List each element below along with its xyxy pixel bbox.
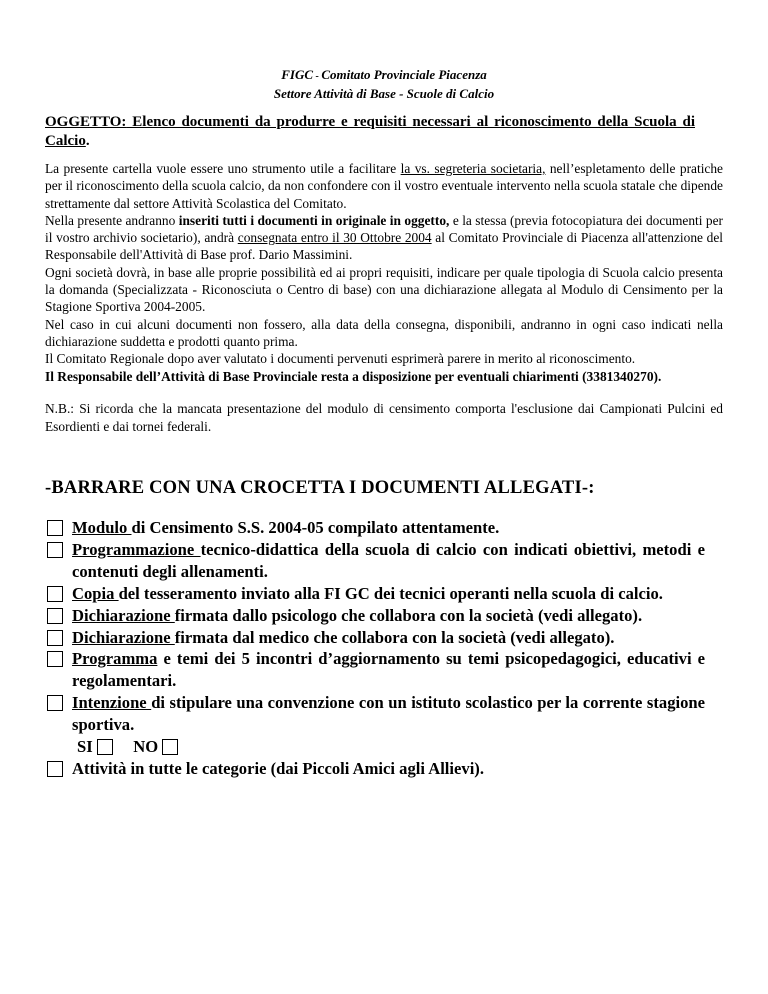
paragraph-4: Nel caso in cui alcuni documenti non fossero, alla data della consegna, disponibili, andranno in ogni caso indicati nella dichiarazione suddetta e prodotti quanto prima. <box>45 316 723 349</box>
header-committee: Comitato Provinciale Piacenza <box>321 67 487 82</box>
checklist-item-programma: Programma e temi dei 5 incontri d’aggiornamento su temi psicopedagogici, educativi e regolamentari. <box>45 648 705 692</box>
si-label: SI <box>77 737 93 757</box>
checkbox[interactable] <box>47 761 63 777</box>
checklist-item-attivita: Attività in tutte le categorie (dai Piccoli Amici agli Allievi). <box>45 758 705 780</box>
header-organization <box>0 65 768 86</box>
subject-label: OGGETTO: <box>45 114 127 130</box>
si-no-choice <box>45 736 705 758</box>
no-checkbox[interactable] <box>162 739 178 755</box>
document-checklist <box>45 517 705 780</box>
checklist-item-modulo: Modulo di Censimento S.S. 2004-05 compilato attentamente. <box>45 517 705 539</box>
header-figc: FIGC <box>281 67 314 82</box>
checklist-item-programmazione: Programmazione tecnico-didattica della scuola di calcio con indicati obiettivi, metodi e contenuti degli allenamenti. <box>45 539 705 583</box>
paragraph-3: Ogni società dovrà, in base alle proprie possibilità ed ai propri requisiti, indicare per quale tipologia di Scuola calcio presenta la domanda (Specializzata - Riconosciuta o Centro di base) con una dichiarazione allegata al Modulo di Censimento per la Stagione Sportiva 2004-2005. <box>45 264 723 315</box>
header-separator: - <box>313 71 322 82</box>
checkbox[interactable] <box>47 542 63 558</box>
nota-bene: N.B.: Si ricorda che la mancata presentazione del modulo di censimento comporta l'esclusione dai Campionati Pulcini ed Esordienti e dai tornei federali. <box>45 401 723 434</box>
checklist-item-dichiarazione-psicologo: Dichiarazione firmata dallo psicologo che collabora con la società (vedi allegato). <box>45 605 705 627</box>
checkbox[interactable] <box>47 520 63 536</box>
no-label: NO <box>133 737 159 757</box>
checklist-item-intenzione: Intenzione di stipulare una convenzione con un istituto scolastico per la corrente stagione sportiva. <box>45 692 705 736</box>
checklist-item-copia: Copia del tesseramento inviato alla FI GC dei tecnici operanti nella scuola di calcio. <box>45 583 705 605</box>
checkbox[interactable] <box>47 586 63 602</box>
checkbox[interactable] <box>47 630 63 646</box>
checkbox[interactable] <box>47 695 63 711</box>
header-sector: Settore Attività di Base - Scuole di Calcio <box>273 86 495 101</box>
checklist-item-dichiarazione-medico: Dichiarazione firmata dal medico che collabora con la società (vedi allegato). <box>45 627 705 649</box>
checkbox[interactable] <box>47 651 63 667</box>
section-title: -BARRARE CON UNA CROCETTA I DOCUMENTI ALLEGATI-: <box>45 478 595 498</box>
paragraph-5: Il Comitato Regionale dopo aver valutato i documenti pervenuti esprimerà parere in merito al riconoscimento. <box>45 351 636 367</box>
paragraph-1: La presente cartella vuole essere uno strumento utile a facilitare la vs. segreteria societaria, nell’espletamento delle pratiche per il riconoscimento della scuola calcio, da non confondere con il vostro eventuale intervento nella scuola statale che dipende strettamente dal settore Attività Scolastica del Comitato. <box>45 161 724 211</box>
body-text <box>45 160 723 385</box>
checkbox[interactable] <box>47 608 63 624</box>
paragraph-2: Nella presente andranno inseriti tutti i documenti in originale in oggetto, e la stessa (previa fotocopiatura dei documenti per il vostro archivio societario), andrà consegnata entro il 30 Ottobre 2004 al Comitato Provinciale di Piacenza all'attenzione del Responsabile dell'Attività di Base prof. Dario Massimini. <box>45 212 723 263</box>
si-checkbox[interactable] <box>97 739 113 755</box>
subject-text: Elenco documenti da produrre e requisiti necessari al riconoscimento della Scuola di Calcio <box>45 114 695 149</box>
subject: OGGETTO: Elenco documenti da produrre e requisiti necessari al riconoscimento della Scuola di Calcio. <box>45 114 695 149</box>
paragraph-6: Il Responsabile dell’Attività di Base Provinciale resta a disposizione per eventuali chiarimenti (3381340270). <box>45 368 662 384</box>
